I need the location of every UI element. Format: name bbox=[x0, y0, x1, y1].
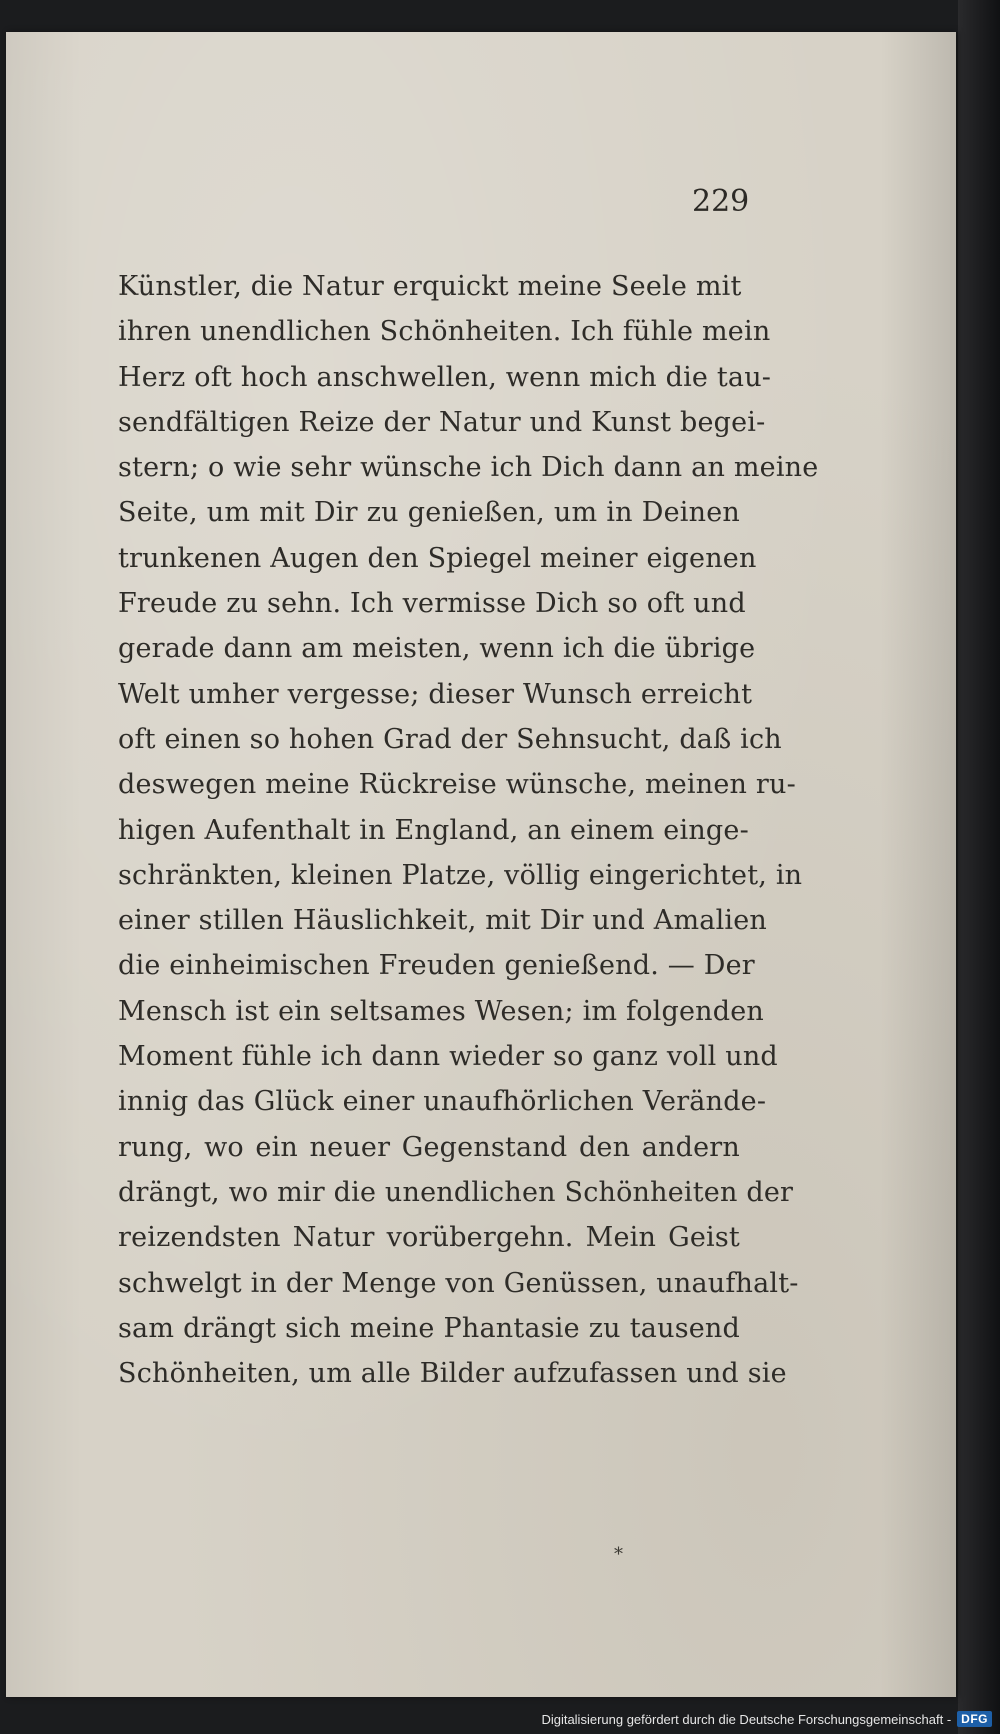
digitization-credit bbox=[541, 1708, 992, 1730]
text-line: oft einen so hohen Grad der Sehnsucht, daß ich bbox=[118, 723, 782, 755]
text-line: einer stillen Häuslichkeit, mit Dir und Amalien bbox=[118, 905, 768, 937]
text-line: Mensch ist ein seltsames Wesen; im folgenden bbox=[118, 995, 765, 1027]
text-line: ihren unendlichen Schönheiten. Ich fühle mein bbox=[118, 316, 771, 348]
text-line: reizendsten Natur vorübergehn. Mein Geist bbox=[118, 1222, 740, 1254]
book-page bbox=[6, 32, 956, 1697]
text-line: Seite, um mit Dir zu genießen, um in Deinen bbox=[118, 497, 740, 529]
text-line: drängt, wo mir die unendlichen Schönheiten der bbox=[118, 1176, 794, 1208]
ornament-mark: * bbox=[614, 1544, 623, 1565]
credit-text: Digitalisierung gefördert durch die Deutsche Forschungsgemeinschaft - bbox=[541, 1711, 952, 1727]
text-line: Herz oft hoch anschwellen, wenn mich die tau- bbox=[118, 361, 772, 393]
text-line: Künstler, die Natur erquickt meine Seele mit bbox=[118, 271, 742, 302]
text-line: gerade dann am meisten, wenn ich die übrige bbox=[118, 633, 756, 665]
text-line: trunkenen Augen den Spiegel meiner eigenen bbox=[118, 542, 757, 574]
book-spine-edge bbox=[958, 0, 1000, 1734]
text-line: rung, wo ein neuer Gegenstand den andern bbox=[118, 1131, 740, 1163]
text-line: Moment fühle ich dann wieder so ganz voll und bbox=[118, 1041, 778, 1073]
text-line: die einheimischen Freuden genießend. — Der bbox=[118, 950, 755, 982]
text-line: Schönheiten, um alle Bilder aufzufassen und sie bbox=[118, 1358, 787, 1390]
text-line: schwelgt in der Menge von Genüssen, unaufhalt- bbox=[118, 1267, 799, 1299]
text-line: Welt umher vergesse; dieser Wunsch erreicht bbox=[118, 678, 753, 710]
page-number: 229 bbox=[692, 184, 750, 219]
text-line: stern; o wie sehr wünsche ich Dich dann an meine bbox=[118, 452, 819, 484]
text-line: innig das Glück einer unaufhörlichen Verände- bbox=[118, 1086, 767, 1118]
dfg-logo: DFG bbox=[957, 1711, 992, 1727]
page-body-text bbox=[118, 264, 819, 1396]
text-line: sendfältigen Reize der Natur und Kunst begei- bbox=[118, 406, 766, 438]
text-line: higen Aufenthalt in England, an einem einge- bbox=[118, 814, 749, 846]
text-line: sam drängt sich meine Phantasie zu tausend bbox=[118, 1312, 740, 1344]
text-line: Freude zu sehn. Ich vermisse Dich so oft und bbox=[118, 588, 746, 620]
text-line: schränkten, kleinen Platze, völlig eingerichtet, in bbox=[118, 859, 803, 891]
text-line: deswegen meine Rückreise wünsche, meinen ru- bbox=[118, 769, 796, 801]
